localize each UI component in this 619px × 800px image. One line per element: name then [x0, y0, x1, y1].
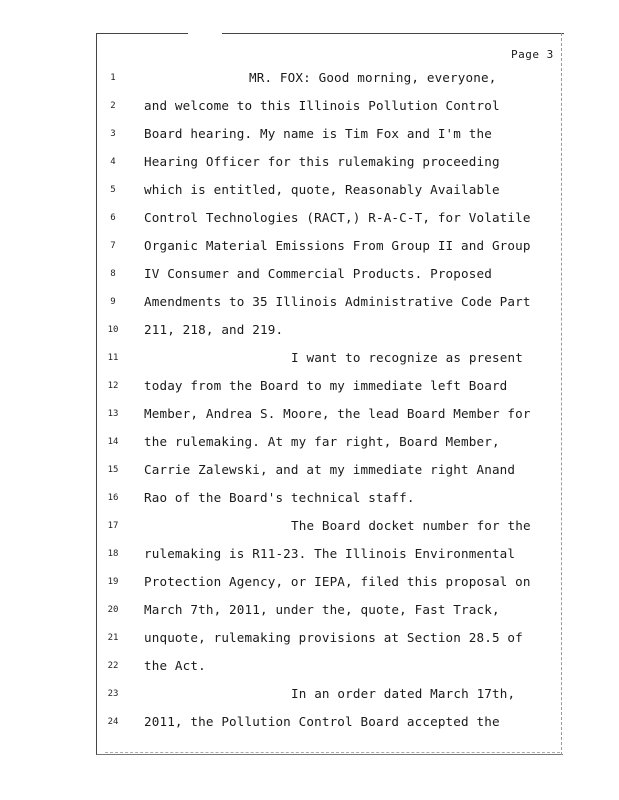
transcript-line — [0, 574, 619, 594]
line-text: MR. FOX: Good morning, everyone, — [249, 70, 497, 85]
transcript-line — [0, 98, 619, 118]
line-text: In an order dated March 17th, — [291, 686, 516, 701]
transcript-line — [0, 434, 619, 454]
transcript-line — [0, 546, 619, 566]
line-text: 2011, the Pollution Control Board accepted the — [144, 714, 500, 729]
transcript-line — [0, 266, 619, 286]
transcript-line — [0, 126, 619, 146]
line-number: 1 — [110, 73, 116, 83]
line-text: Member, Andrea S. Moore, the lead Board Member for — [144, 406, 531, 421]
line-number: 12 — [107, 381, 119, 391]
line-number: 3 — [110, 129, 116, 139]
line-number: 13 — [107, 409, 119, 419]
line-number: 5 — [110, 185, 116, 195]
line-number: 20 — [107, 605, 119, 615]
line-number: 21 — [107, 633, 119, 643]
line-text: Protection Agency, or IEPA, filed this proposal on — [144, 574, 531, 589]
line-number: 11 — [107, 353, 119, 363]
line-text: I want to recognize as present — [291, 350, 523, 365]
transcript-line — [0, 70, 619, 90]
line-text: which is entitled, quote, Reasonably Available — [144, 182, 500, 197]
line-text: Board hearing. My name is Tim Fox and I'm the — [144, 126, 492, 141]
line-number: 4 — [110, 157, 116, 167]
line-number: 15 — [107, 465, 119, 475]
transcript-line — [0, 182, 619, 202]
line-text: unquote, rulemaking provisions at Section 28.5 of — [144, 630, 523, 645]
line-text: Rao of the Board's technical staff. — [144, 490, 415, 505]
transcript-line — [0, 350, 619, 370]
transcript-line — [0, 686, 619, 706]
line-number: 6 — [110, 213, 116, 223]
line-text: Control Technologies (RACT,) R-A-C-T, for Volatile — [144, 210, 531, 225]
line-number: 22 — [107, 661, 119, 671]
line-text: the rulemaking. At my far right, Board Member, — [144, 434, 500, 449]
page-bottom-edge — [105, 752, 560, 753]
line-text: The Board docket number for the — [291, 518, 531, 533]
transcript-line — [0, 462, 619, 482]
line-number: 16 — [107, 493, 119, 503]
line-number: 14 — [107, 437, 119, 447]
line-number: 19 — [107, 577, 119, 587]
transcript-line — [0, 602, 619, 622]
line-number: 10 — [107, 325, 119, 335]
transcript-line — [0, 518, 619, 538]
transcript-line — [0, 210, 619, 230]
page-number-label: Page 3 — [511, 48, 554, 61]
line-number: 23 — [107, 689, 119, 699]
transcript-line — [0, 238, 619, 258]
transcript-line — [0, 630, 619, 650]
transcript-line — [0, 714, 619, 734]
line-text: today from the Board to my immediate left Board — [144, 378, 508, 393]
line-text: 211, 218, and 219. — [144, 322, 284, 337]
line-text: the Act. — [144, 658, 206, 673]
transcript-line — [0, 294, 619, 314]
transcript-line — [0, 322, 619, 342]
transcript-line — [0, 490, 619, 510]
line-number: 2 — [110, 101, 116, 111]
line-number: 17 — [107, 521, 119, 531]
line-number: 7 — [110, 241, 116, 251]
line-text: Organic Material Emissions From Group II and Group — [144, 238, 531, 253]
line-text: IV Consumer and Commercial Products. Proposed — [144, 266, 492, 281]
transcript-line — [0, 406, 619, 426]
transcript-line — [0, 154, 619, 174]
line-text: and welcome to this Illinois Pollution Control — [144, 98, 500, 113]
line-text: Carrie Zalewski, and at my immediate right Anand — [144, 462, 516, 477]
transcript-line — [0, 378, 619, 398]
line-number: 18 — [107, 549, 119, 559]
line-number: 24 — [107, 717, 119, 727]
line-text: Hearing Officer for this rulemaking proceeding — [144, 154, 500, 169]
line-number: 9 — [110, 297, 116, 307]
line-number: 8 — [110, 269, 116, 279]
line-text: Amendments to 35 Illinois Administrative Code Part — [144, 294, 531, 309]
line-text: rulemaking is R11-23. The Illinois Environmental — [144, 546, 516, 561]
line-text: March 7th, 2011, under the, quote, Fast Track, — [144, 602, 500, 617]
transcript-line — [0, 658, 619, 678]
